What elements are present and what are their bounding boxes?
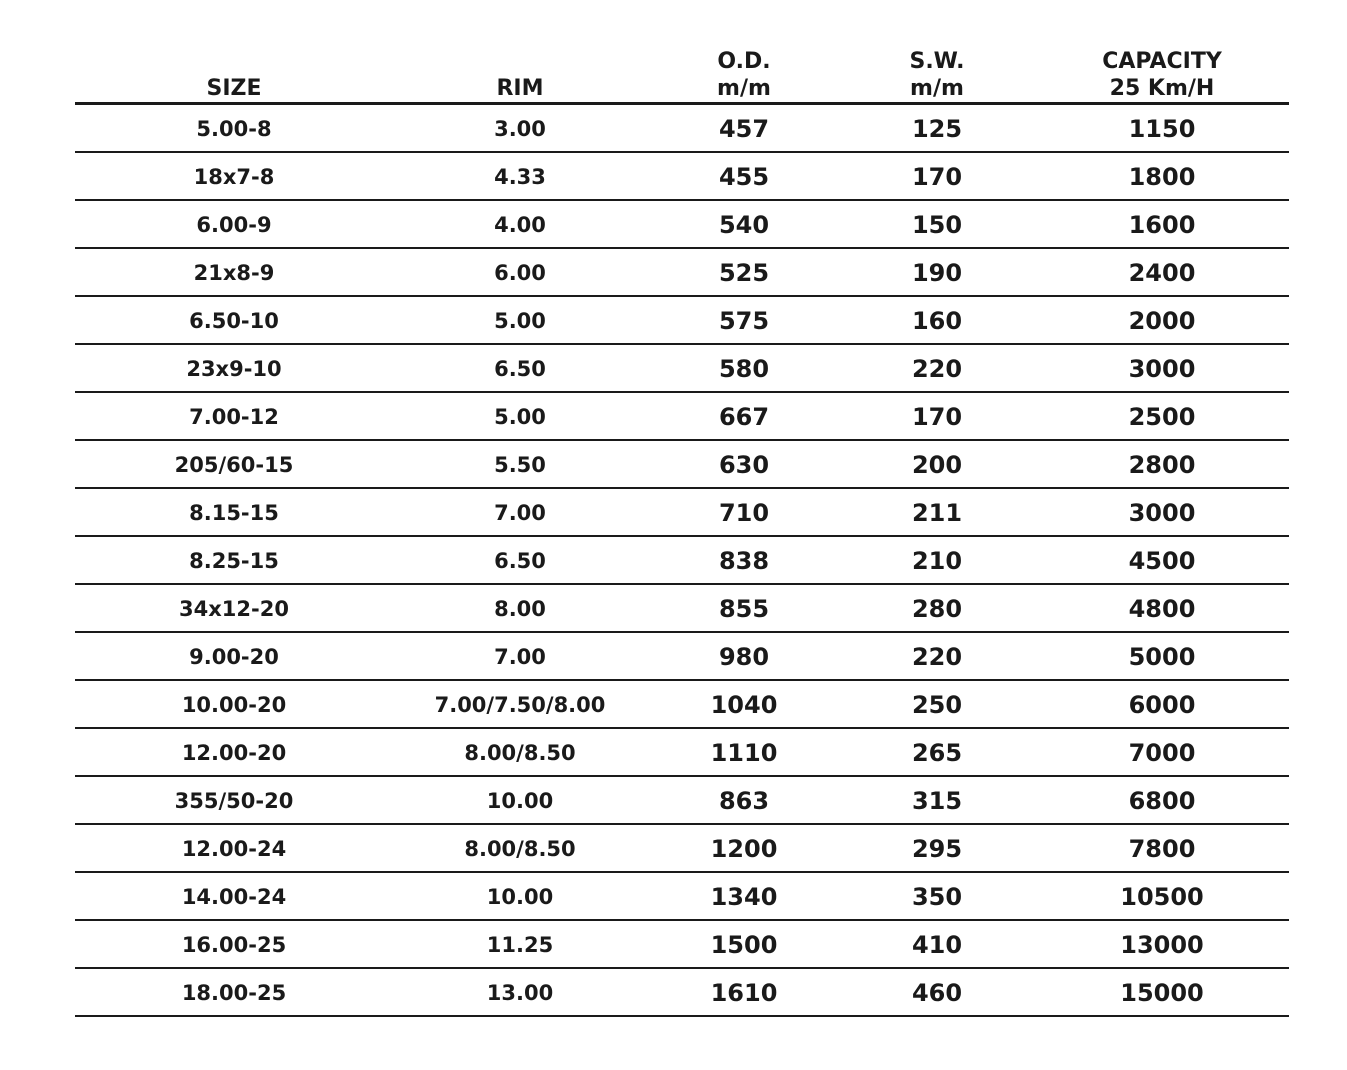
od-cell: 580 [718,355,770,383]
header-sw-label: S.W. [909,49,965,74]
table-header [75,40,1289,105]
size-cell: 6.00-9 [196,213,272,237]
header-rim [496,75,543,102]
rim-cell: 7.00/7.50/8.00 [434,693,606,717]
rim-cell: 6.00 [494,261,546,285]
sw-cell: 160 [911,307,963,335]
size-cell: 205/60-15 [174,453,294,477]
size-cell: 9.00-20 [189,645,279,669]
header-od-label: O.D. [717,49,771,74]
table-row [75,729,1289,777]
size-cell: 18x7-8 [193,165,275,189]
table-row [75,633,1289,681]
header-od [717,48,771,102]
od-cell: 630 [718,451,770,479]
od-cell: 1040 [710,691,778,719]
sw-cell: 210 [911,547,963,575]
table-row [75,393,1289,441]
rim-cell: 8.00/8.50 [464,741,576,765]
od-cell: 667 [718,403,770,431]
table-row [75,201,1289,249]
capacity-cell: 6000 [1128,691,1196,719]
rim-cell: 7.00 [494,501,546,525]
rim-cell: 10.00 [486,885,554,909]
sw-cell: 220 [911,355,963,383]
size-cell: 21x8-9 [193,261,275,285]
sw-cell: 250 [911,691,963,719]
capacity-cell: 5000 [1128,643,1196,671]
table-row [75,681,1289,729]
size-cell: 7.00-12 [189,405,279,429]
od-cell: 575 [718,307,770,335]
od-cell: 1610 [710,979,778,1007]
rim-cell: 8.00 [494,597,546,621]
table-row [75,969,1289,1017]
table-row [75,441,1289,489]
table-row [75,105,1289,153]
sw-cell: 315 [911,787,963,815]
rim-cell: 3.00 [494,117,546,141]
capacity-cell: 6800 [1128,787,1196,815]
capacity-cell: 1150 [1128,115,1196,143]
sw-cell: 170 [911,403,963,431]
rim-cell: 6.50 [494,357,546,381]
od-cell: 1500 [710,931,778,959]
table-row [75,777,1289,825]
sw-cell: 170 [911,163,963,191]
od-cell: 863 [718,787,770,815]
capacity-cell: 7000 [1128,739,1196,767]
rim-cell: 5.00 [494,309,546,333]
rim-cell: 4.33 [494,165,546,189]
capacity-cell: 1600 [1128,211,1196,239]
capacity-cell: 3000 [1128,355,1196,383]
rim-cell: 5.50 [494,453,546,477]
od-cell: 1340 [710,883,778,911]
sw-cell: 150 [911,211,963,239]
od-cell: 1200 [710,835,778,863]
od-cell: 980 [718,643,770,671]
header-sw [909,48,964,102]
rim-cell: 6.50 [494,549,546,573]
size-cell: 16.00-25 [181,933,287,957]
table-row [75,921,1289,969]
size-cell: 5.00-8 [196,117,272,141]
od-cell: 855 [718,595,770,623]
size-cell: 34x12-20 [179,597,289,621]
capacity-cell: 13000 [1120,931,1204,959]
sw-cell: 280 [911,595,963,623]
size-cell: 10.00-20 [181,693,287,717]
header-size [206,75,261,102]
sw-cell: 295 [911,835,963,863]
capacity-cell: 15000 [1120,979,1204,1007]
rim-cell: 10.00 [486,789,554,813]
capacity-cell: 7800 [1128,835,1196,863]
header-od-unit: m/m [717,76,771,101]
header-rim-label: RIM [496,76,544,101]
sw-cell: 220 [911,643,963,671]
table-row [75,873,1289,921]
od-cell: 838 [718,547,770,575]
table-row [75,489,1289,537]
sw-cell: 125 [911,115,963,143]
od-cell: 710 [718,499,770,527]
rim-cell: 13.00 [486,981,554,1005]
tire-spec-table [75,40,1289,1017]
rim-cell: 4.00 [494,213,546,237]
size-cell: 12.00-20 [181,741,287,765]
size-cell: 6.50-10 [189,309,279,333]
od-cell: 455 [718,163,770,191]
capacity-cell: 2000 [1128,307,1196,335]
table-body [75,105,1289,1017]
capacity-cell: 2400 [1128,259,1196,287]
rim-cell: 8.00/8.50 [464,837,576,861]
header-sw-unit: m/m [910,76,964,101]
table-row [75,153,1289,201]
size-cell: 355/50-20 [174,789,294,813]
sw-cell: 350 [911,883,963,911]
capacity-cell: 4800 [1128,595,1196,623]
table-row [75,345,1289,393]
capacity-cell: 2800 [1128,451,1196,479]
sw-cell: 460 [911,979,963,1007]
rim-cell: 11.25 [486,933,554,957]
capacity-cell: 3000 [1128,499,1196,527]
sw-cell: 410 [911,931,963,959]
table-row [75,537,1289,585]
od-cell: 525 [718,259,770,287]
size-cell: 8.15-15 [189,501,279,525]
header-size-label: SIZE [206,76,262,101]
sw-cell: 211 [911,499,963,527]
size-cell: 14.00-24 [181,885,287,909]
header-capacity-unit: 25 Km/H [1109,76,1215,101]
sw-cell: 200 [911,451,963,479]
size-cell: 23x9-10 [186,357,282,381]
header-capacity-label: CAPACITY [1102,49,1222,74]
size-cell: 18.00-25 [181,981,287,1005]
capacity-cell: 4500 [1128,547,1196,575]
table-row [75,825,1289,873]
size-cell: 12.00-24 [181,837,287,861]
od-cell: 540 [718,211,770,239]
capacity-cell: 10500 [1120,883,1204,911]
table-row [75,249,1289,297]
sw-cell: 265 [911,739,963,767]
od-cell: 1110 [710,739,778,767]
sw-cell: 190 [911,259,963,287]
capacity-cell: 2500 [1128,403,1196,431]
table-row [75,297,1289,345]
table-row [75,585,1289,633]
od-cell: 457 [718,115,770,143]
size-cell: 8.25-15 [189,549,279,573]
rim-cell: 7.00 [494,645,546,669]
rim-cell: 5.00 [494,405,546,429]
capacity-cell: 1800 [1128,163,1196,191]
header-capacity [1102,48,1222,102]
